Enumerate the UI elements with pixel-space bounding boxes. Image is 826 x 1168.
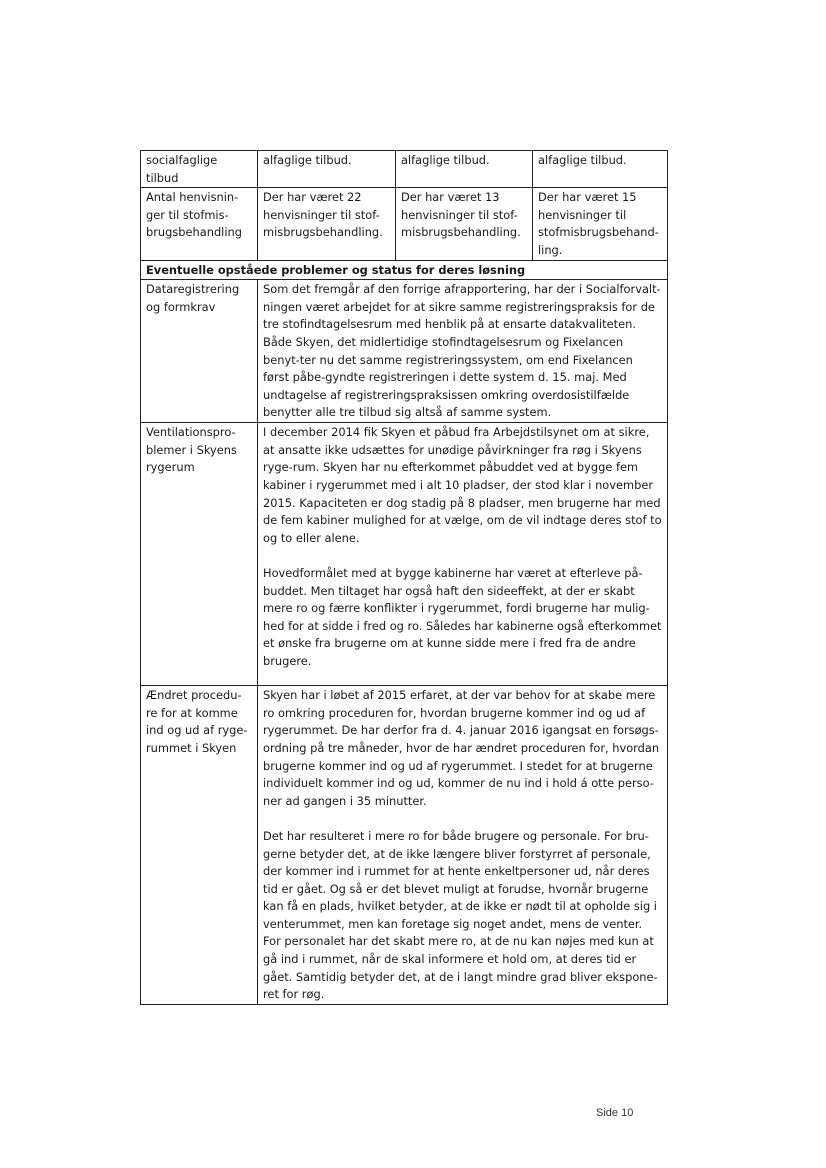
table-cell: Der har været 22 henvisninger til stof-misbrugsbehandling. [258,188,396,260]
table-cell: alfaglige tilbud. [258,151,396,188]
table-row [141,686,668,1005]
table-row [141,188,668,260]
row-label: Ventilationspro-blemer i Skyens rygerum [141,423,258,686]
table-cell: alfaglige tilbud. [396,151,533,188]
row-label: socialfaglige tilbud [141,151,258,188]
paragraph: Det har resulteret i mere ro for både brugere og personale. For bru-gerne betyder det, at de ikke længere bliver forstyrret af personale, der kommer ind i rummet for at hente enkeltpersoner ud, når deres tid er gået. Og så er det blevet muligt at forudse, hvornår brugerne kan få en plads, hvilket betyder, at de ikke er nødt til at opholde sig i venterummet, men kan foretage sig noget andet, mens de venter. For personalet har det skabt mere ro, at de nu kan nøjes med kun at gå ind i rummet, når de skal informere et hold om, at deres tid er gået. Samtidig betyder det, at de i langt mindre grad bliver ekspone-ret for røg. [263,828,658,1002]
paragraph: Som det fremgår af den forrige afrapportering, har der i Socialforvalt-ningen været arbejdet for at sikre samme registreringspraksis for de tre stofindtagelsesrum med henblik på at ensarte datakvaliteten. Både Skyen, det midlertidige stofindtagelsesrum og Fixelancen benyt-ter nu det samme registreringssystem, om end Fixelancen først påbe-gyndte registreringen i dette system d. 15. maj. Med undtagelse af registreringspraksissen omkring overdosistilfælde benytter alle tre tilbud sig altså af samme system. [263,282,661,420]
row-label: Ændret procedu-re for at komme ind og ud af ryge-rummet i Skyen [141,686,258,1005]
table-cell: Der har været 15 henvisninger til stofmisbrugsbehand-ling. [533,188,668,260]
row-content [258,280,668,423]
paragraph: Skyen har i løbet af 2015 erfaret, at der var behov for at skabe mere ro omkring proceduren for, hvordan brugerne kommer ind og ud af rygerummet. De har derfor fra d. 4. januar 2016 igangsat en forsøgs-ordning på tre måneder, hvor de har ændret proceduren for, hvordan brugerne kommer ind og ud af rygerummet. I stedet for at brugerne individuelt kommer ind og ud, kommer de nu ind i hold á otte perso-ner ad gangen i 35 minutter. [263,688,660,808]
section-heading-row [141,260,668,280]
table-cell: Der har været 13 henvisninger til stof-misbrugsbehandling. [396,188,533,260]
page-number: Side 10 [596,1107,634,1119]
row-content [258,686,668,1005]
table-cell: alfaglige tilbud. [533,151,668,188]
row-content [258,423,668,686]
row-label: Dataregistrering og formkrav [141,280,258,423]
paragraph: Hovedformålet med at bygge kabinerne har været at efterleve på-buddet. Men tiltaget har også haft den sideeffekt, at der er skabt mere ro og færre konflikter i rygerummet, fordi brugerne har mulig-hed for at sidde i fred og ro. Således har kabinerne også efterkommet et ønske fra brugerne om at kunne sidde mere i fred fra de andre brugere. [263,565,662,668]
paragraph: I december 2014 fik Skyen et påbud fra Arbejdstilsynet om at sikre, at ansatte ikke udsættes for unødige påvirkninger fra røg i Skyens ryge-rum. Skyen har nu efterkommet påbuddet ved at bygge fem kabiner i rygerummet med i alt 10 pladser, der stod klar i november 2015. Kapaciteten er dog stadig på 8 pladser, men brugerne har med de fem kabiner mulighed for at vælge, om de vil indtage deres stof to og to eller alene. [263,425,662,545]
table-row [141,423,668,686]
section-heading: Eventuelle opståede problemer og status for deres løsning [141,260,668,280]
report-table [140,150,668,1005]
table-row [141,280,668,423]
row-label: Antal henvisnin-ger til stofmis-brugsbehandling [141,188,258,260]
table-row [141,151,668,188]
